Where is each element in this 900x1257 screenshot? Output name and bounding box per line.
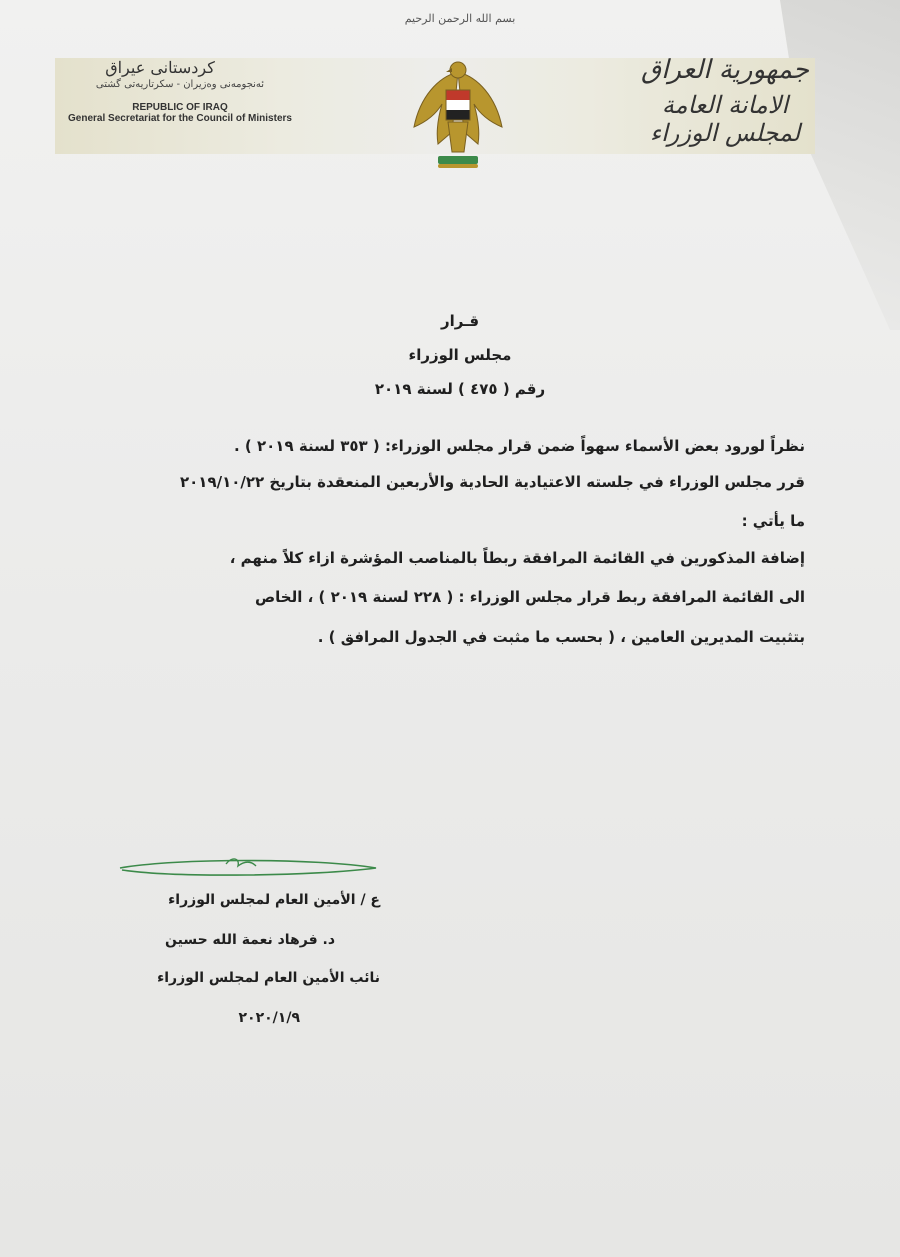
signature-line-1: ع / الأمين العام لمجلس الوزراء: [168, 892, 380, 908]
letterhead-left-arabic-sub: ئەنجومەنی وەزیران - سکرتاریەتی گشتی: [95, 79, 265, 90]
letterhead-left-english-2: General Secretariat for the Council of Ministers: [68, 113, 292, 124]
letterhead-right: [630, 55, 820, 147]
letterhead-left-english-1: REPUBLIC OF IRAQ: [132, 102, 228, 113]
letterhead-right-line-2: الامانة العامة لمجلس الوزراء: [649, 91, 801, 147]
iraq-eagle-emblem-icon: [408, 52, 508, 182]
body-line-5: الى القائمة المرافقة ربط قرار مجلس الوزراء : ( ٢٢٨ لسنة ٢٠١٩ ) ، الخاص: [254, 588, 805, 606]
body-line-2: قرر مجلس الوزراء في جلسته الاعتيادية الحادية والأربعين المنعقدة بتاريخ ٢٠١٩/١٠/٢٢: [179, 473, 805, 491]
body-line-3: ما يأتي :: [741, 512, 805, 530]
body-line-1: نظراً لورود بعض الأسماء سهواً ضمن قرار مجلس الوزراء: ( ٣٥٣ لسنة ٢٠١٩ ) .: [234, 437, 805, 455]
handwritten-signature: [116, 854, 380, 882]
letterhead-left: [60, 58, 300, 124]
decision-title: قـرار: [440, 312, 480, 330]
signature-line-3: نائب الأمين العام لمجلس الوزراء: [157, 970, 380, 986]
signature-date: ٢٠٢٠/١/٩: [238, 1010, 300, 1026]
decision-council: مجلس الوزراء: [408, 346, 512, 364]
decision-number: رقم ( ٤٧٥ ) لسنة ٢٠١٩: [374, 380, 546, 398]
body-line-6: بتثبيت المديرين العامين ، ( بحسب ما مثبت في الجدول المرافق ) .: [317, 628, 805, 646]
letterhead-right-line-1: جمهورية العراق: [641, 55, 809, 85]
bismillah: بسم الله الرحمن الرحيم: [404, 12, 516, 25]
body-line-4: إضافة المذكورين في القائمة المرافقة ربطاً بالمناصب المؤشرة ازاء كلاً منهم ،: [229, 549, 805, 567]
letterhead-left-arabic-title: كردستانی عیراق: [105, 58, 215, 77]
signature-line-2: د. فرهاد نعمة الله حسين: [165, 932, 335, 948]
